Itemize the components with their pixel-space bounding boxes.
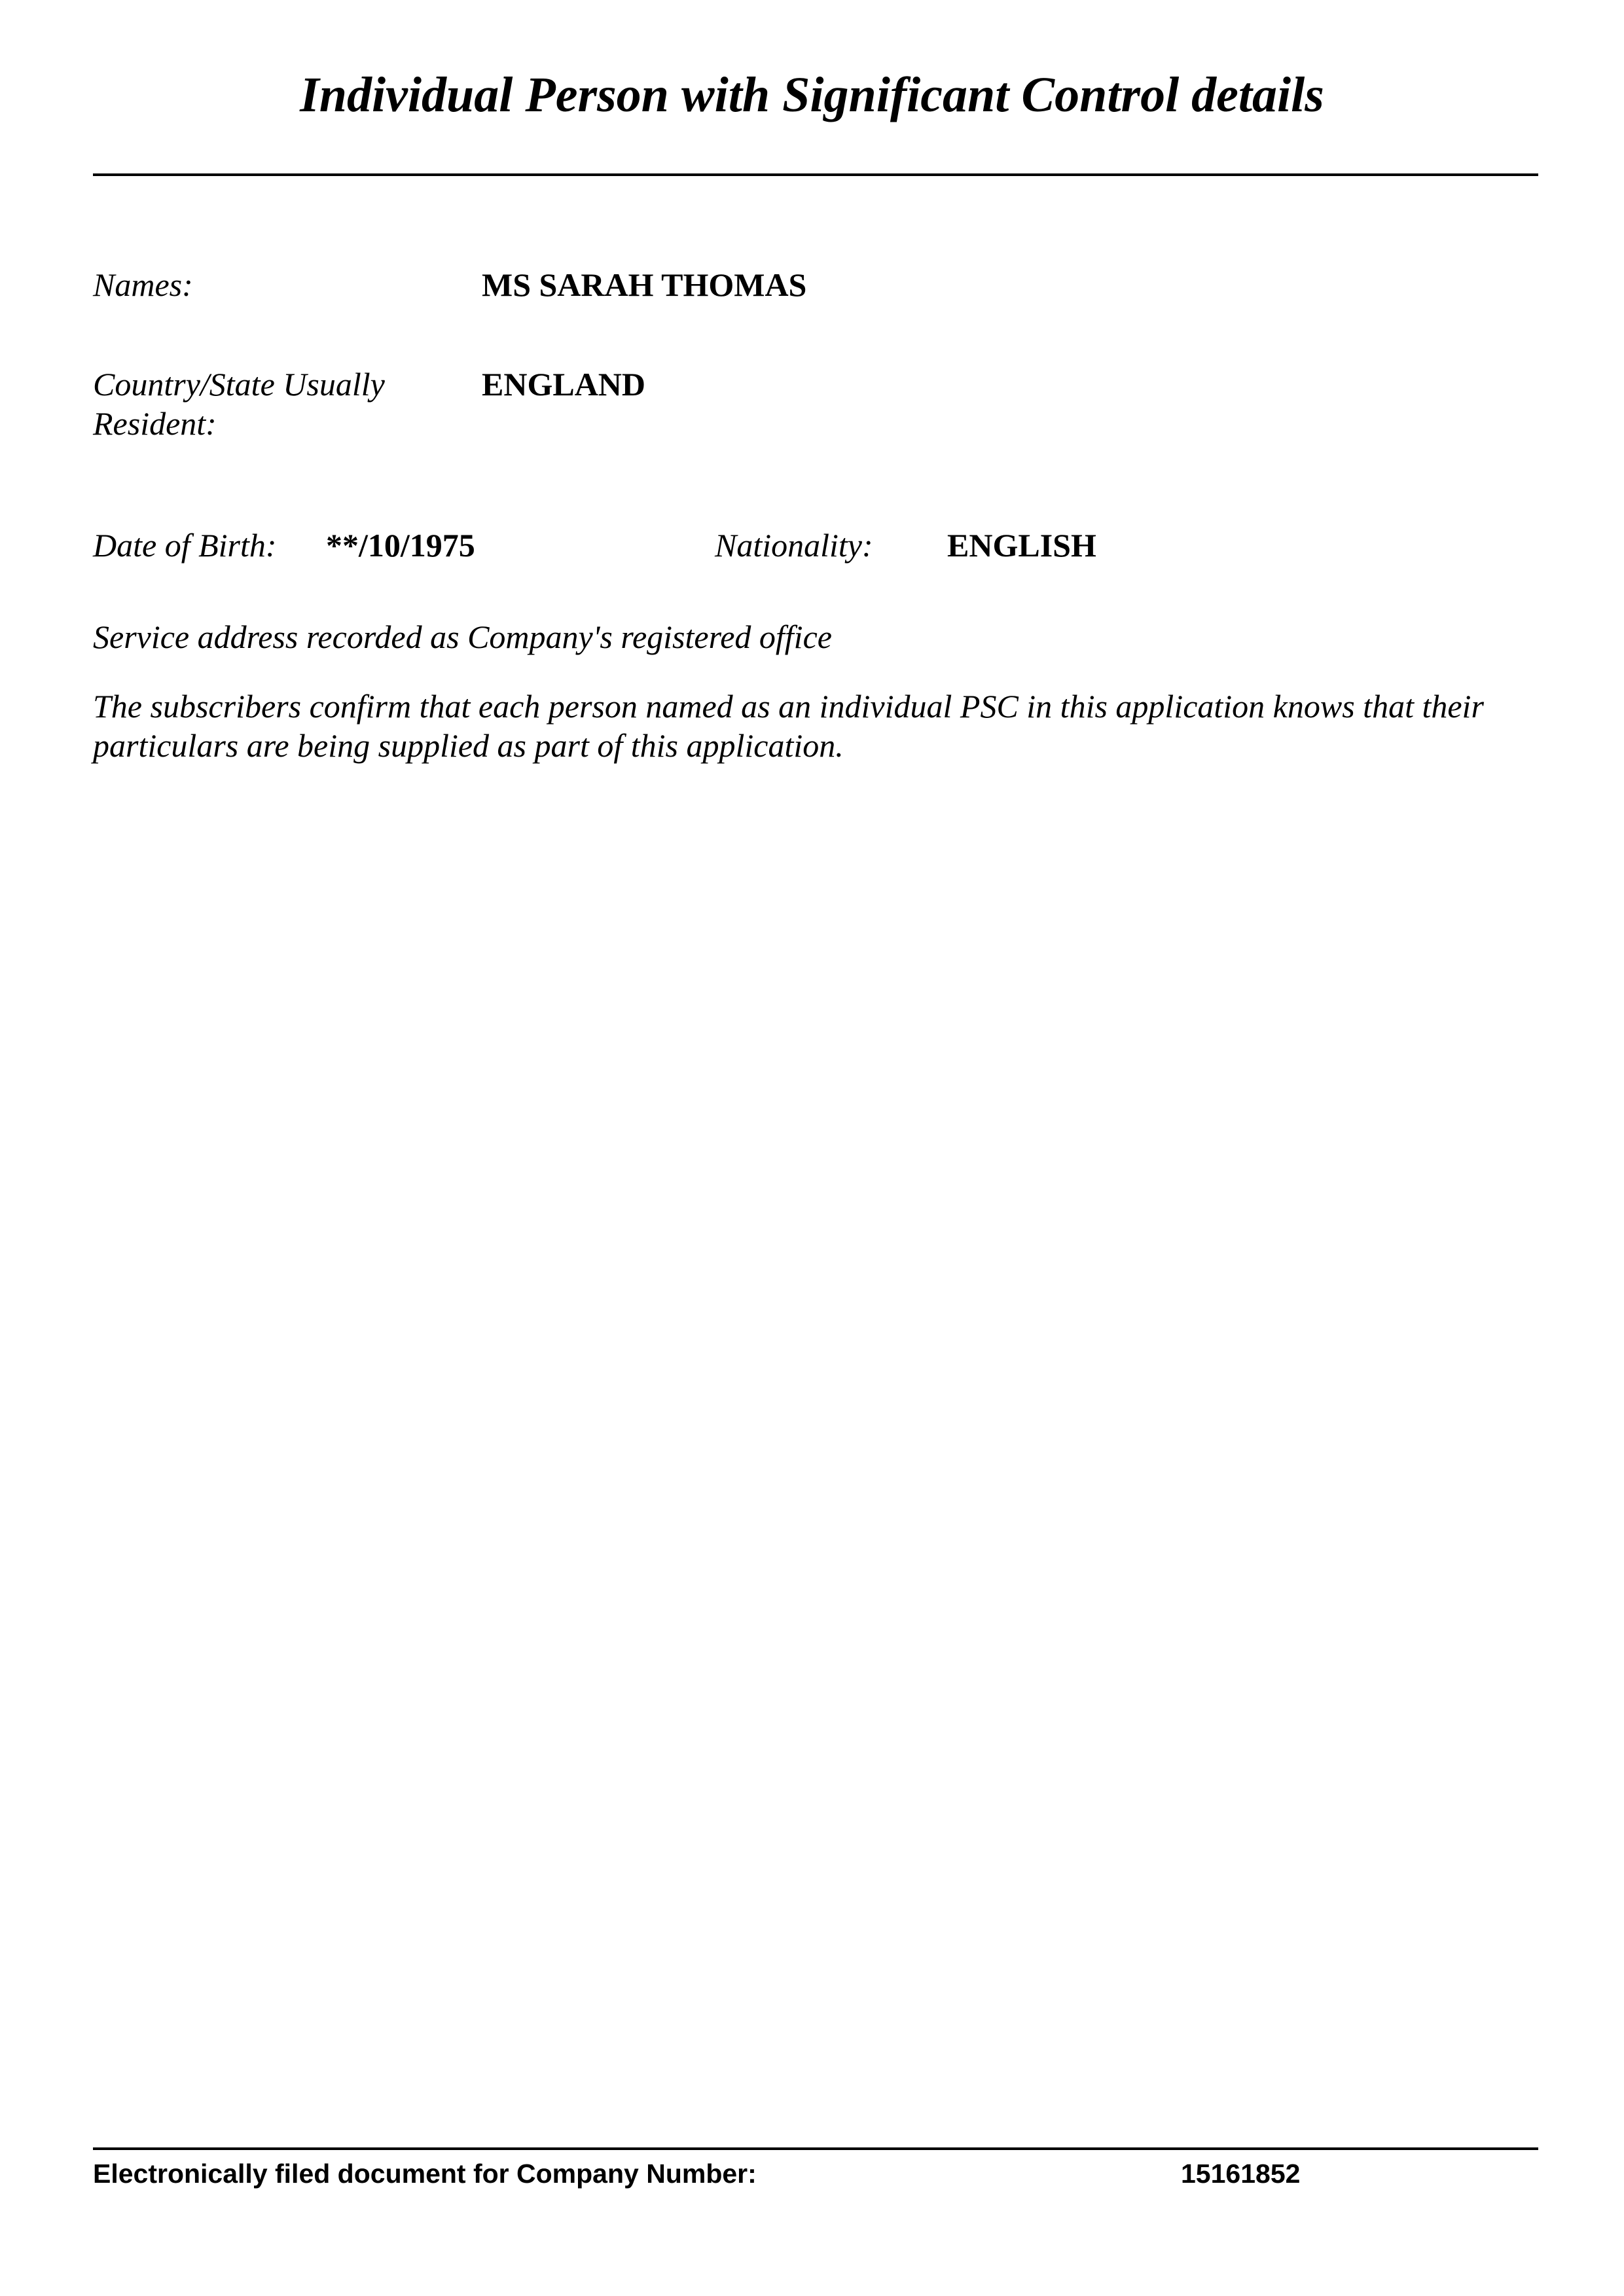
country-label-continued: Resident: bbox=[93, 405, 217, 442]
subscriber-confirmation-statement: The subscribers confirm that each person named as an individual PSC in this application knows that their particulars are being supplied as part of this application. bbox=[93, 688, 1484, 764]
country-label: Country/State Usually bbox=[93, 366, 385, 403]
names-label: Names: bbox=[93, 266, 193, 303]
page-title: Individual Person with Significant Control details bbox=[300, 67, 1324, 122]
footer-label: Electronically filed document for Company Number: bbox=[93, 2159, 757, 2189]
names-value: MS SARAH THOMAS bbox=[482, 266, 807, 303]
country-value: ENGLAND bbox=[482, 366, 646, 403]
footer-divider bbox=[93, 2147, 1538, 2150]
date-of-birth-value: **/10/1975 bbox=[326, 527, 475, 564]
nationality-value: ENGLISH bbox=[947, 527, 1096, 564]
nationality-label: Nationality: bbox=[715, 527, 873, 564]
company-number: 15161852 bbox=[1181, 2159, 1301, 2189]
date-of-birth-label: Date of Birth: bbox=[93, 527, 277, 564]
header-divider bbox=[93, 173, 1538, 176]
service-address-statement: Service address recorded as Company's registered office bbox=[93, 619, 832, 655]
